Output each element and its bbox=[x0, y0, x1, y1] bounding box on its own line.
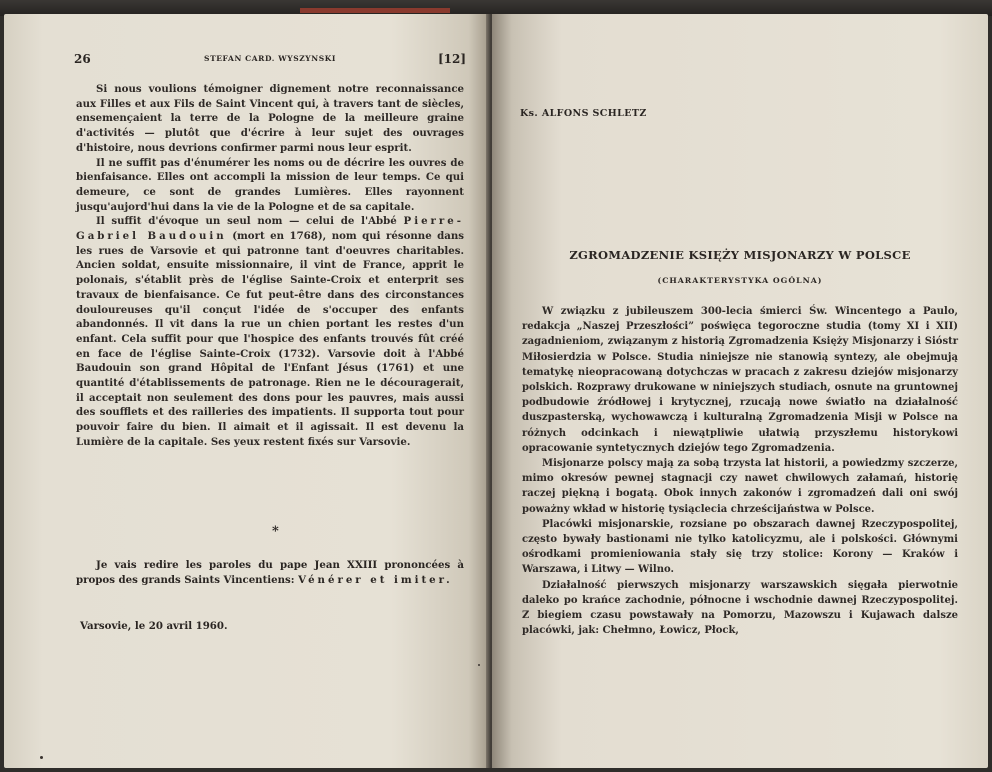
paragraph: Działalność pierwszych misjonarzy warszawskich sięgała pierwotnie daleko po krańce zachodnie, północne i wschodnie dawnej Rzeczypospolitej. Z biegiem czasu powstawały na Pomorzu, Mazowszu i Kujawach dalsze placówki, jak: Chełmno, Łowicz, Płock, bbox=[522, 579, 958, 637]
section-asterisk: * bbox=[272, 524, 279, 539]
dateline: Varsovie, le 20 avril 1960. bbox=[80, 620, 228, 632]
paragraph: Placówki misjonarskie, rozsiane po obszarach dawnej Rzeczypospolitej, często bywały bastionami nie tylko katolicyzmu, ale i polskości. Głównymi ośrodkami promieniowania stały się trzy stolice: Korony — Kraków i Warszawa, i Litwy — Wilno. bbox=[522, 518, 958, 576]
quote-lead: Je vais redire les paroles du pape Jean XXIII prononcées à propos des grands Saints Vincentiens: bbox=[76, 559, 464, 586]
paragraph-rest: (mort en 1768), nom qui résonne dans les rues de Varsovie et qui patronne tant d'oeuvres charitables. Ancien soldat, ensuite missionnaire, il vint de France, apprit le polonais, s'établit près de l'église Sainte-Croix et enterprit ses travaux de bienfaisance. Ce fut peut-être dans des circonstances douloureuses qu'il conçut l'idée de s'occuper des enfants abandonnés. Il vit dans la rue un chien portant les restes d'un enfant. Cela suffit pour que l'hospice des enfants trouvés fût créé en face de l'église Sainte-Croix (1732). Varsovie doit à l'Abbé Baudouin son grand Hôpital de l'Enfant Jésus (1761) et une quantité d'établissements de patronage. Rien ne le découragerait, il acceptait non seulement des dons pour les pauvres, mais aussi des soufflets et des railleries des impatients. Il supporta tout pour pouvoir faire du bien. Il aimait et il agissait. Il est devenu la Lumière de la capitale. Ses yeux restent fixés sur Varsovie. bbox=[76, 230, 465, 448]
paragraph: W związku z jubileuszem 300-lecia śmierci Św. Wincentego a Paulo, redakcja „Naszej Przeszłości” poświęca tegoroczne studia (tomy XI i XII) zagadnieniom, związanym z historią Zgromadzenia Księży Misjonarzy i Sióstr Miłosierdzia w Polsce. Studia niniejsze nie stanowią syntezy, ale obejmują tematykę nieopracowaną dotychczas w pracach z zakresu dziejów misjonarzy polskich. Rozprawy drukowane w niniejszych studiach, osnute na gruntownej podbudowie źródłowej i krytycznej, rzucają nowe światło na działalność duszpasterską, wychowawczą i kulturalną Zgromadzenia Misji w Polsce na różnych odcinkach i niewątpliwie ułatwią przyszłemu historykowi opracowanie syntetycznych dziejów tego Zgromadzenia. bbox=[522, 306, 958, 454]
closing-quote bbox=[76, 558, 464, 587]
paragraph-lead: Il suffit d'évoque un seul nom — celui de l'Abbé bbox=[96, 215, 397, 228]
paragraph: Si nous voulions témoigner dignement notre reconnaissance aux Filles et aux Fils de Saint Vincent qui, à travers tant de siècles, ensemençaient la terre de la Pologne de la meilleure graine d'activités — plutôt que d'écrire à leur sujet des ouvrages d'histoire, nous devrions confirmer parmi nous leur esprit. bbox=[76, 83, 464, 154]
section-number: [12] bbox=[437, 52, 466, 66]
right-page bbox=[492, 14, 988, 768]
article-author: Ks. ALFONS SCHLETZ bbox=[520, 108, 647, 119]
left-page-header bbox=[74, 52, 466, 68]
paragraph: Il ne suffit pas d'énumérer les noms ou de décrire les ouvres de bienfaisance. Elles ont accompli la mission de leur temps. Ce qui demeure, ce sont de grandes Lumières. Elles rayonnent jusqu'aujord'hui dans la vie de la Pologne et de sa capitale. bbox=[76, 156, 464, 213]
paper-speck bbox=[40, 756, 43, 759]
article-title: ZGROMADZENIE KSIĘŻY MISJONARZY W POLSCE bbox=[569, 248, 911, 262]
bookmark-ribbon bbox=[300, 8, 450, 13]
paper-speck bbox=[478, 664, 480, 666]
spaced-name: Pierre-Gabriel Baudouin bbox=[76, 215, 465, 243]
running-title: STEFAN CARD. WYSZYNSKI bbox=[204, 54, 336, 63]
right-body bbox=[522, 304, 958, 638]
article-subtitle: (CHARAKTERYSTYKA OGÓLNA) bbox=[657, 276, 823, 285]
left-body bbox=[76, 82, 464, 450]
left-page bbox=[4, 14, 488, 768]
quote-spaced: Vénérer et imiter. bbox=[298, 573, 453, 586]
paragraph bbox=[76, 214, 464, 449]
page-number: 26 bbox=[74, 52, 91, 66]
paragraph: Misjonarze polscy mają za sobą trzysta lat historii, a powiedzmy szczerze, mimo okresów pewnej stagnacji czy nawet chwilowych załamań, historię raczej piękną i bogatą. Obok innych zakonów i zgromadzeń dali oni swój poważny wkład w historię tysiąclecia chrześcijaństwa w Polsce. bbox=[522, 458, 958, 515]
